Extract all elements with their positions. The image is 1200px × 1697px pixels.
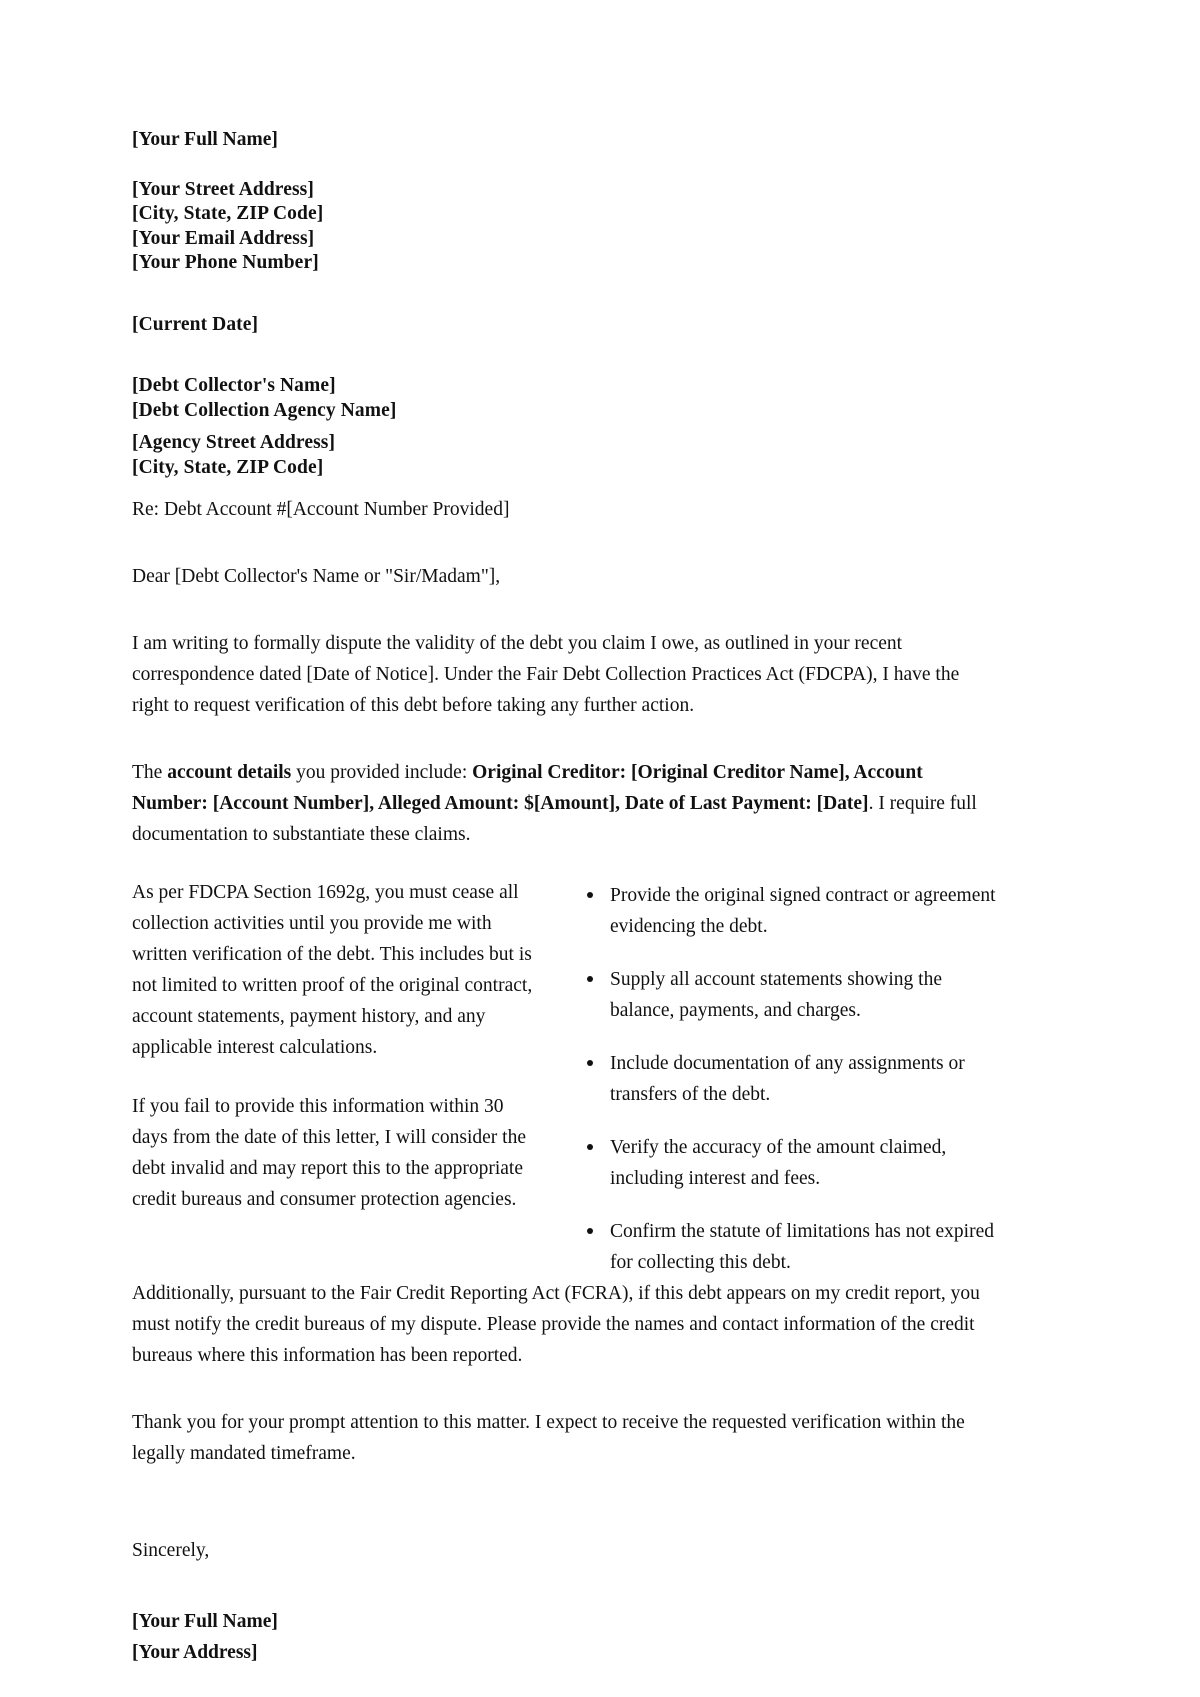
sender-full-name: [Your Full Name] <box>132 129 278 150</box>
sender-street-address: [Your Street Address] <box>132 178 314 200</box>
recipient-agency-name: [Debt Collection Agency Name] <box>132 399 397 421</box>
spacer-after-sender <box>132 276 1000 313</box>
list-item <box>578 1048 1000 1110</box>
list-item <box>578 1132 1000 1194</box>
bullet-dot-icon <box>587 892 593 898</box>
spacer-after-recipient <box>132 480 1000 494</box>
recipient-collector-name: [Debt Collector's Name] <box>132 375 336 396</box>
spacer-before-salutation <box>132 547 1000 561</box>
recipient-name-block <box>132 374 1000 423</box>
sender-phone: [Your Phone Number] <box>132 252 319 273</box>
spacer-before-signature <box>132 1491 1000 1505</box>
paragraph-account-details <box>132 757 1000 850</box>
paragraph-fdcpa-1692g: As per FDCPA Section 1692g, you must cease all collection activities until you provide me with written verification of the debt. This includes but is not limited to written proof of the original contract, account statements, payment history, and any applicable interest calculations. <box>132 882 533 1058</box>
paragraph-intro: I am writing to formally dispute the validity of the debt you claim I owe, as outlined in your recent correspondence dated [Date of Notice]. Under the Fair Debt Collection Practices Act (FDCPA), I have the right to request verification of this debt before taking any further action. <box>132 633 960 716</box>
letter-date: [Current Date] <box>132 313 259 335</box>
list-item-label: Verify the accuracy of the amount claimed, including interest and fees. <box>610 1137 947 1189</box>
sender-email: [Your Email Address] <box>132 227 315 249</box>
list-item <box>578 880 1000 942</box>
sender-address-block <box>132 178 1000 276</box>
list-item-label: Provide the original signed contract or agreement evidencing the debt. <box>610 885 996 937</box>
recipient-street-address: [Agency Street Address] <box>132 432 336 453</box>
verification-request-list <box>578 880 1000 1278</box>
account-details-emphasis: account details <box>167 762 292 783</box>
subject-line: Re: Debt Account #[Account Number Provided] <box>132 499 510 520</box>
right-column <box>578 877 1000 1278</box>
account-details-mid-plain: you provided include: <box>291 762 473 783</box>
bullet-dot-icon <box>587 1144 593 1150</box>
salutation: Dear [Debt Collector's Name or "Sir/Madam"], <box>132 566 501 587</box>
paragraph-thirty-day-warning: If you fail to provide this information within 30 days from the date of this letter, I will consider the debt invalid and may report this to the appropriate credit bureaus and consumer protection agencies. <box>132 1096 526 1210</box>
recipient-city-state-zip: [City, State, ZIP Code] <box>132 456 324 478</box>
sender-city-state-zip: [City, State, ZIP Code] <box>132 203 324 224</box>
account-details-lead-plain: The <box>132 762 168 783</box>
spacer-before-account-details <box>132 743 1000 757</box>
two-column-section <box>132 877 1000 1278</box>
bullet-dot-icon <box>587 1060 593 1066</box>
spacer-before-intro <box>132 614 1000 628</box>
signature-full-name: [Your Full Name] <box>132 1611 278 1632</box>
recipient-address-block <box>132 431 1000 480</box>
list-item-label: Confirm the statute of limitations has not expired for collecting this debt. <box>610 1221 994 1273</box>
bullet-dot-icon <box>587 1228 593 1234</box>
spacer-before-thanks <box>132 1393 1000 1407</box>
list-item-label: Supply all account statements showing the balance, payments, and charges. <box>610 969 942 1021</box>
account-details-values: Original Creditor: [Original Creditor Name], Account Number: [Account Number], Alleged Amount: $[Amount], Date of Last Payment: [Date] <box>132 762 923 814</box>
bullet-dot-icon <box>587 976 593 982</box>
paragraph-fcra: Additionally, pursuant to the Fair Credit Reporting Act (FCRA), if this debt appears on my credit report, you must notify the credit bureaus of my dispute. Please provide the names and contact information of the credit bureaus where this information has been reported. <box>132 1283 980 1366</box>
list-item-label: Include documentation of any assignments or transfers of the debt. <box>610 1053 965 1105</box>
spacer-after-date <box>132 337 1000 374</box>
signature-address: [Your Address] <box>132 1642 258 1663</box>
left-column <box>132 877 540 1215</box>
list-item <box>578 964 1000 1026</box>
list-item <box>578 1216 1000 1278</box>
account-details-tail-plain: . I require full documentation to substantiate these claims. <box>132 793 977 845</box>
sign-off: Sincerely, <box>132 1540 210 1561</box>
signature-block <box>132 1535 1000 1668</box>
paragraph-thanks: Thank you for your prompt attention to this matter. I expect to receive the requested verification within the legally mandated timeframe. <box>132 1412 965 1464</box>
